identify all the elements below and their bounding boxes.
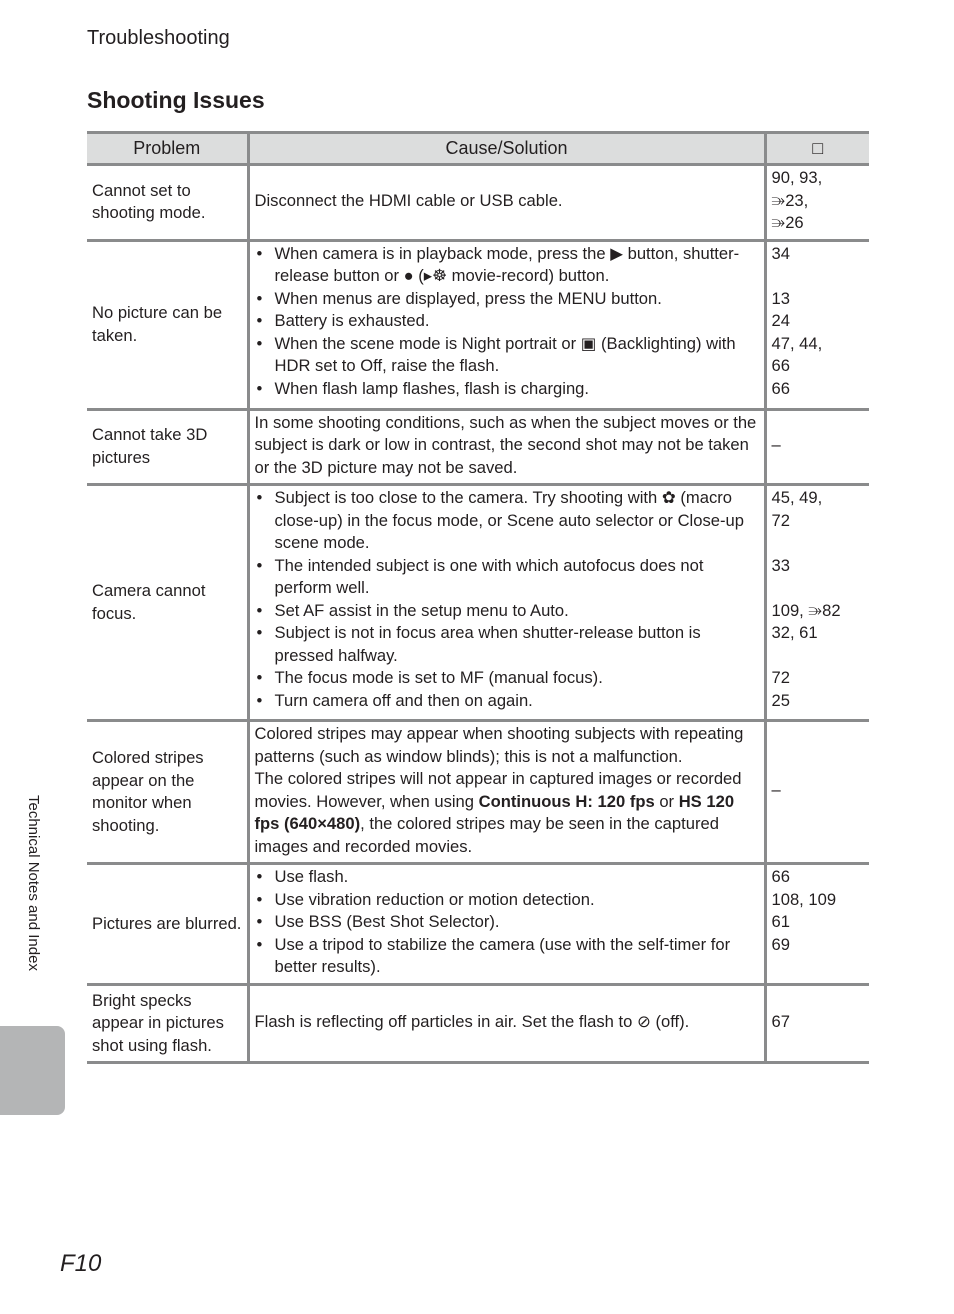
- page-ref: ⭄23,: [771, 190, 809, 210]
- running-header: Troubleshooting: [87, 27, 230, 49]
- cause-cell: [248, 240, 765, 409]
- page-ref: 69: [771, 934, 790, 954]
- page-number: F10: [60, 1250, 102, 1277]
- table-header-row: [87, 133, 869, 165]
- table-row: [87, 721, 869, 864]
- page-ref: 66: [771, 867, 790, 886]
- list-item: • Set AF assist in the setup menu to Auto.: [255, 600, 759, 623]
- page-ref: 25: [771, 690, 790, 710]
- ref-cell: –: [765, 721, 869, 864]
- ref-cell: –: [765, 409, 869, 485]
- problem-cell: Camera cannot focus.: [87, 485, 248, 721]
- problem-cell: Bright specks appear in pictures shot using flash.: [87, 984, 248, 1063]
- cause-paragraph: The colored stripes will not appear in captured images or recorded movies. However, when using Continuous H: 120 fps or HS 120 fps (640×480), the colored stripes may be seen in the captured images and recorded movies.: [254, 769, 742, 856]
- chapter-side-tab: [0, 1026, 65, 1115]
- page-ref: 90, 93,: [771, 168, 823, 187]
- cause-cell: In some shooting conditions, such as when the subject moves or the subject is dark or low in contrast, the second shot may not be taken or the 3D picture may not be saved.: [248, 409, 765, 485]
- ref-cell: 67: [765, 984, 869, 1063]
- page-ref: 61: [771, 912, 790, 931]
- page-ref: 72: [771, 510, 790, 530]
- cause-cell: [248, 721, 765, 864]
- cause-cell: [248, 485, 765, 721]
- table-row: [87, 165, 869, 241]
- problem-cell: Pictures are blurred.: [87, 864, 248, 985]
- page-ref: [772, 645, 865, 668]
- list-item: • When flash lamp flashes, flash is charging.: [255, 378, 759, 401]
- page-ref: [772, 265, 865, 288]
- troubleshooting-table: [87, 131, 869, 1064]
- page-ref: 66: [771, 378, 790, 398]
- page-ref: 24: [771, 311, 790, 330]
- cause-cell: [248, 864, 765, 985]
- page-ref: 66: [771, 356, 790, 375]
- list-item: • Use BSS (Best Shot Selector).: [255, 911, 759, 934]
- page-ref: ⭄26: [771, 213, 804, 232]
- list-item: • Use flash.: [255, 866, 759, 889]
- list-item: • When camera is in playback mode, press the ▶ button, shutter-release button or ● (▸☸ movie-record) button.: [255, 243, 759, 288]
- page-ref: 32, 61: [771, 623, 818, 642]
- ref-cell: [765, 864, 869, 985]
- page-ref: 13: [771, 288, 790, 308]
- table-row: [87, 984, 869, 1063]
- table-row: [87, 409, 869, 485]
- list-item: • Turn camera off and then on again.: [255, 690, 759, 713]
- ref-cell: [765, 485, 869, 721]
- header-reference-book-icon: □: [765, 133, 869, 165]
- list-item: • When the scene mode is Night portrait or ▣ (Backlighting) with HDR set to Off, raise the flash.: [255, 333, 759, 378]
- page-ref: [772, 577, 865, 600]
- problem-cell: Colored stripes appear on the monitor when shooting.: [87, 721, 248, 864]
- table-row: [87, 240, 869, 409]
- cause-cell: Disconnect the HDMI cable or USB cable.: [248, 165, 765, 241]
- page-ref: 108, 109: [771, 889, 837, 909]
- cause-cell: Flash is reflecting off particles in air. Set the flash to ⊘ (off).: [248, 984, 765, 1063]
- list-item: • Subject is too close to the camera. Try shooting with ✿ (macro close-up) in the focus mode, or Scene auto selector or Close-up scene mode.: [255, 487, 759, 555]
- header-problem: Problem: [87, 133, 248, 165]
- ref-cell: [765, 165, 869, 241]
- list-item: • The focus mode is set to MF (manual focus).: [255, 667, 759, 690]
- problem-cell: No picture can be taken.: [87, 240, 248, 409]
- table-row: [87, 864, 869, 985]
- page-ref: [772, 532, 865, 555]
- list-item: • Use vibration reduction or motion detection.: [255, 889, 759, 912]
- table-row: [87, 485, 869, 721]
- list-item: • Battery is exhausted.: [255, 310, 759, 333]
- problem-cell: Cannot set to shooting mode.: [87, 165, 248, 241]
- list-item: • The intended subject is one with which autofocus does not perform well.: [255, 555, 759, 600]
- page-ref: 109, ⭄82: [771, 600, 841, 620]
- page-ref: 47, 44,: [771, 333, 823, 353]
- header-cause-solution: Cause/Solution: [248, 133, 765, 165]
- list-item: • Use a tripod to stabilize the camera (use with the self-timer for better results).: [255, 934, 759, 979]
- ref-cell: [765, 240, 869, 409]
- cause-paragraph: Colored stripes may appear when shooting subjects with repeating patterns (such as window blinds); this is not a malfunction.: [254, 724, 744, 766]
- list-item: • Subject is not in focus area when shutter-release button is pressed halfway.: [255, 622, 759, 667]
- page-ref: 34: [771, 243, 790, 263]
- page-ref: 45, 49,: [771, 488, 823, 507]
- page-ref: 72: [771, 668, 790, 687]
- page-ref: 33: [771, 555, 790, 575]
- problem-cell: Cannot take 3D pictures: [87, 409, 248, 485]
- section-title: Shooting Issues: [87, 87, 265, 113]
- list-item: • When menus are displayed, press the MENU button.: [255, 288, 759, 311]
